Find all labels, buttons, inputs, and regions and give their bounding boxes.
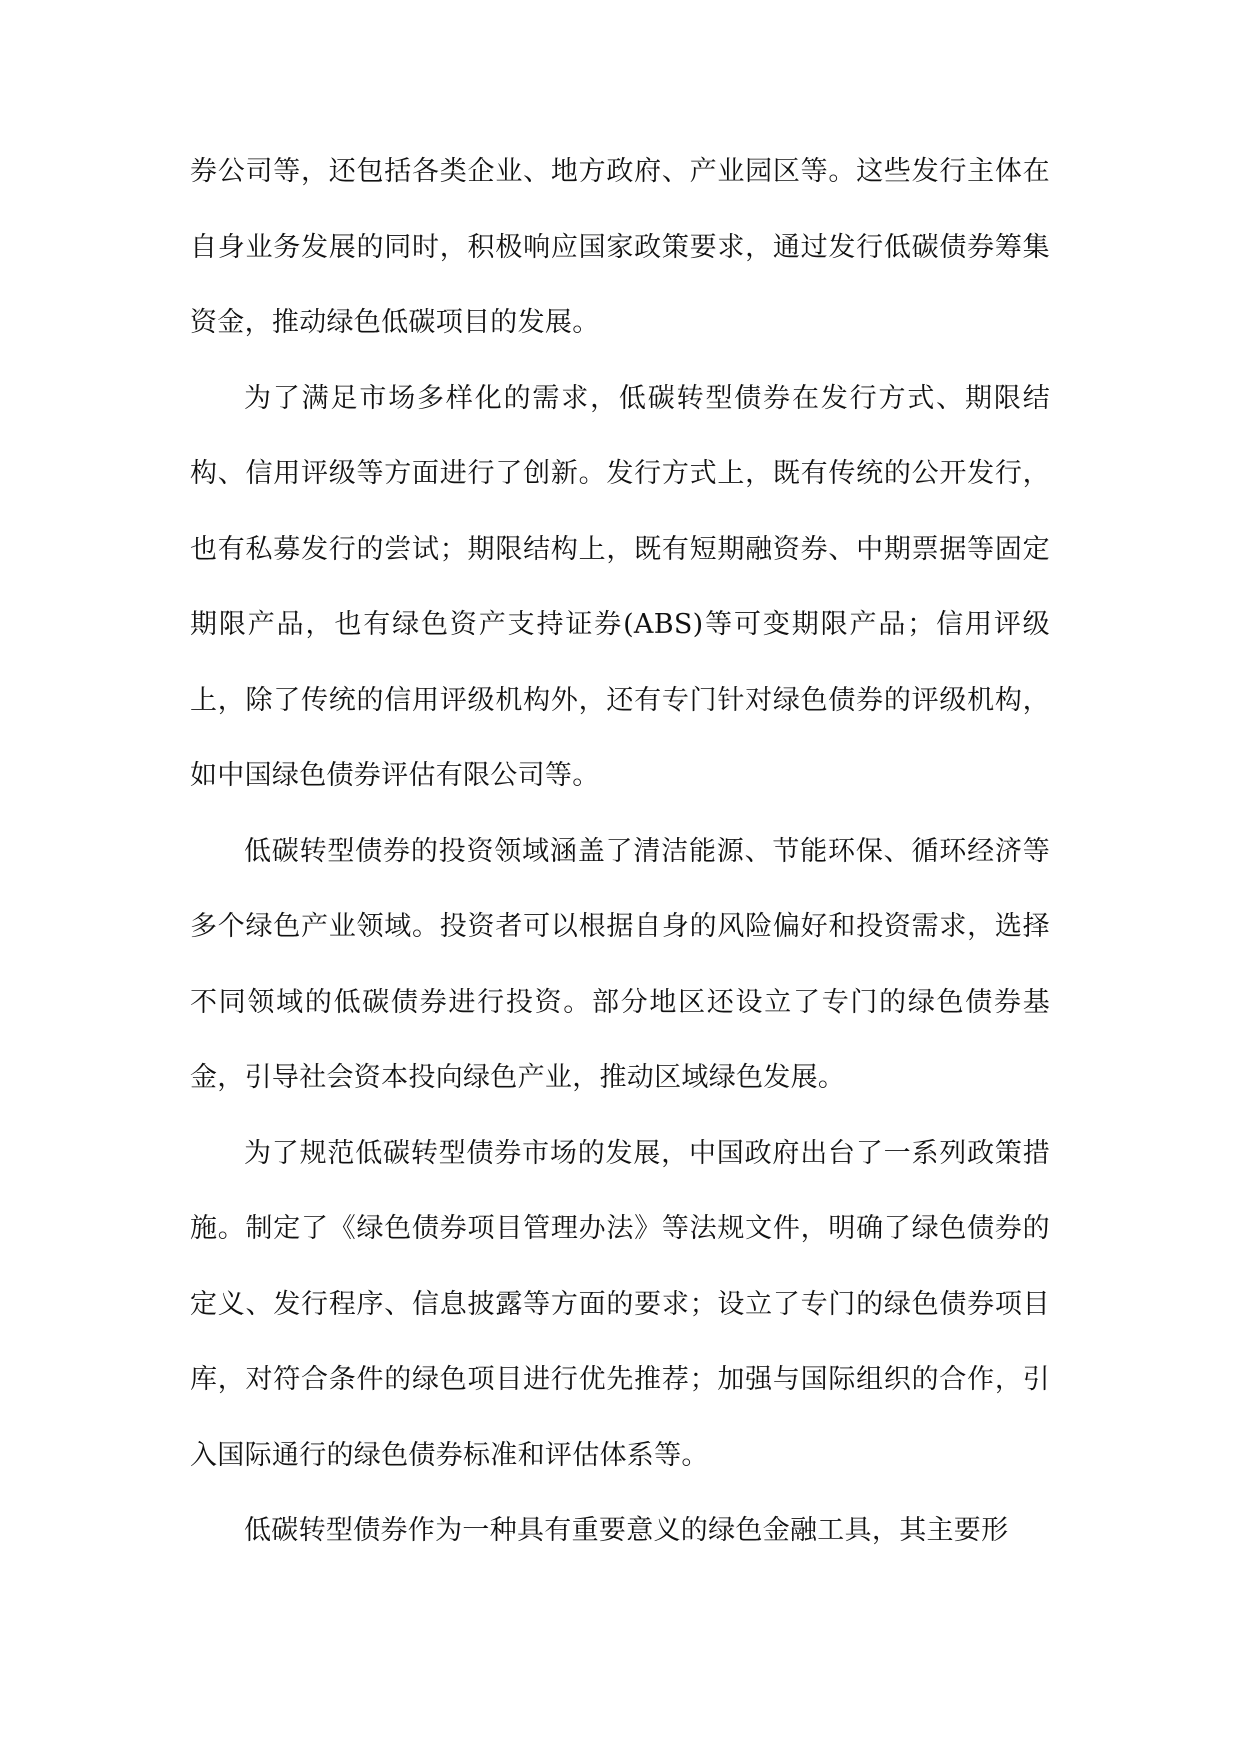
paragraph: 低碳转型债券的投资领域涵盖了清洁能源、节能环保、循环经济等多个绿色产业领域。投资者可以根据自身的风险偏好和投资需求，选择不同领域的低碳债券进行投资。部分地区还设立了专门的绿色债券基金，引导社会资本投向绿色产业，推动区域绿色发展。 (190, 835, 1050, 1093)
paragraph-continued: 券公司等，还包括各类企业、地方政府、产业园区等。这些发行主体在自身业务发展的同时，积极响应国家政策要求，通过发行低碳债券筹集资金，推动绿色低碳项目的发展。 (190, 156, 1050, 338)
paragraph: 低碳转型债券作为一种具有重要意义的绿色金融工具，其主要形 (244, 1515, 1009, 1546)
paragraph: 为了规范低碳转型债券市场的发展，中国政府出台了一系列政策措施。制定了《绿色债券项目管理办法》等法规文件，明确了绿色债券的定义、发行程序、信息披露等方面的要求；设立了专门的绿色债券项目库，对符合条件的绿色项目进行优先推荐；加强与国际组织的合作，引入国际通行的绿色债券标准和评估体系等。 (190, 1137, 1050, 1471)
paragraph: 为了满足市场多样化的需求，低碳转型债券在发行方式、期限结构、信用评级等方面进行了创新。发行方式上，既有传统的公开发行，也有私募发行的尝试；期限结构上，既有短期融资券、中期票据等固定期限产品，也有绿色资产支持证券(ABS)等可变期限产品；信用评级上，除了传统的信用评级机构外，还有专门针对绿色债券的评级机构，如中国绿色债券评估有限公司等。 (190, 382, 1050, 791)
document-body (190, 134, 1050, 1569)
